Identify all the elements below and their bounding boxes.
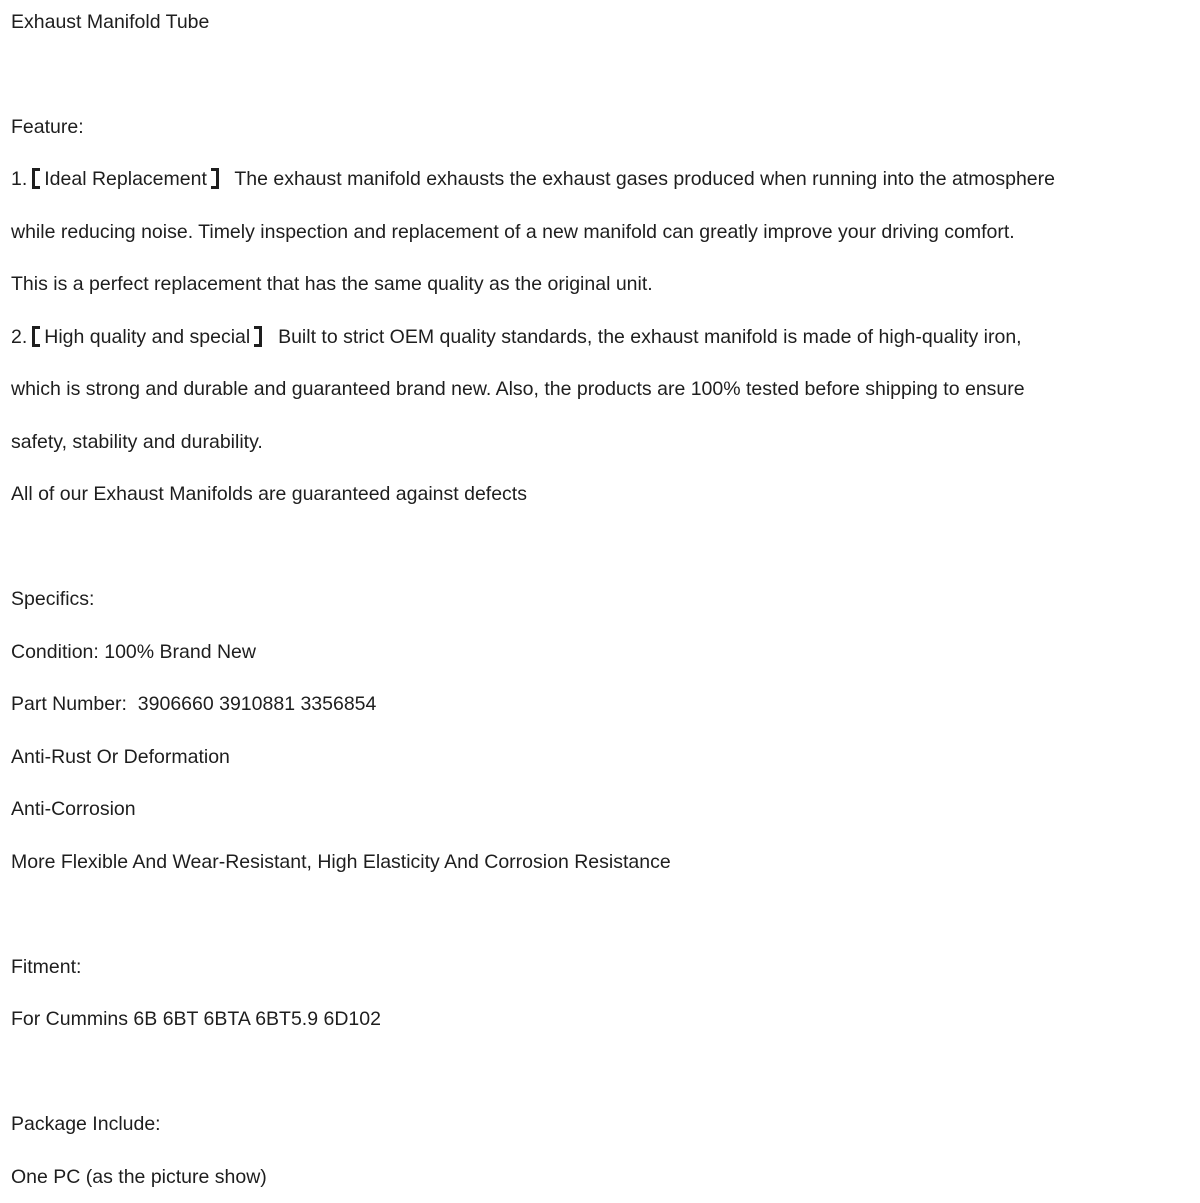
product-title: Exhaust Manifold Tube bbox=[11, 0, 1180, 48]
feature-item-1-number: 1. bbox=[11, 168, 27, 190]
feature-heading: Feature: bbox=[11, 101, 1180, 154]
feature-item-2-line-1 bbox=[11, 311, 1180, 364]
blank-line bbox=[11, 888, 1180, 941]
specifics-part-number: Part Number: 3906660 3910881 3356854 bbox=[11, 678, 1180, 731]
specifics-heading: Specifics: bbox=[11, 573, 1180, 626]
left-lenticular-bracket bbox=[32, 326, 41, 347]
specifics-flexibility: More Flexible And Wear-Resistant, High Elasticity And Corrosion Resistance bbox=[11, 836, 1180, 889]
product-description-document bbox=[11, 0, 1180, 1203]
left-lenticular-bracket bbox=[32, 168, 41, 189]
package-contents: One PC (as the picture show) bbox=[11, 1151, 1180, 1203]
package-heading: Package Include: bbox=[11, 1098, 1180, 1151]
feature-item-2-number: 2. bbox=[11, 326, 27, 348]
fitment-heading: Fitment: bbox=[11, 941, 1180, 994]
specifics-anti-corrosion: Anti-Corrosion bbox=[11, 783, 1180, 836]
feature-item-2-text: Built to strict OEM quality standards, the exhaust manifold is made of high-quality iron, bbox=[267, 326, 1021, 348]
feature-item-1-text: The exhaust manifold exhausts the exhaust gases produced when running into the atmosphere bbox=[224, 168, 1055, 190]
right-lenticular-bracket bbox=[210, 168, 219, 189]
feature-item-1-line-2: while reducing noise. Timely inspection and replacement of a new manifold can greatly improve your driving comfort. bbox=[11, 206, 1180, 259]
specifics-condition: Condition: 100% Brand New bbox=[11, 626, 1180, 679]
feature-item-1-tag: Ideal Replacement bbox=[44, 168, 207, 190]
feature-item-2-line-2: which is strong and durable and guaranteed brand new. Also, the products are 100% tested before shipping to ensure bbox=[11, 363, 1180, 416]
blank-line bbox=[11, 1046, 1180, 1099]
feature-item-2-line-3: safety, stability and durability. bbox=[11, 416, 1180, 469]
right-lenticular-bracket bbox=[253, 326, 262, 347]
blank-line bbox=[11, 48, 1180, 101]
specifics-anti-rust: Anti-Rust Or Deformation bbox=[11, 731, 1180, 784]
guarantee-statement: All of our Exhaust Manifolds are guaranteed against defects bbox=[11, 468, 1180, 521]
feature-item-1-line-1 bbox=[11, 153, 1180, 206]
blank-line bbox=[11, 521, 1180, 574]
fitment-models: For Cummins 6B 6BT 6BTA 6BT5.9 6D102 bbox=[11, 993, 1180, 1046]
feature-item-2-tag: High quality and special bbox=[44, 326, 250, 348]
feature-item-1-line-3: This is a perfect replacement that has the same quality as the original unit. bbox=[11, 258, 1180, 311]
